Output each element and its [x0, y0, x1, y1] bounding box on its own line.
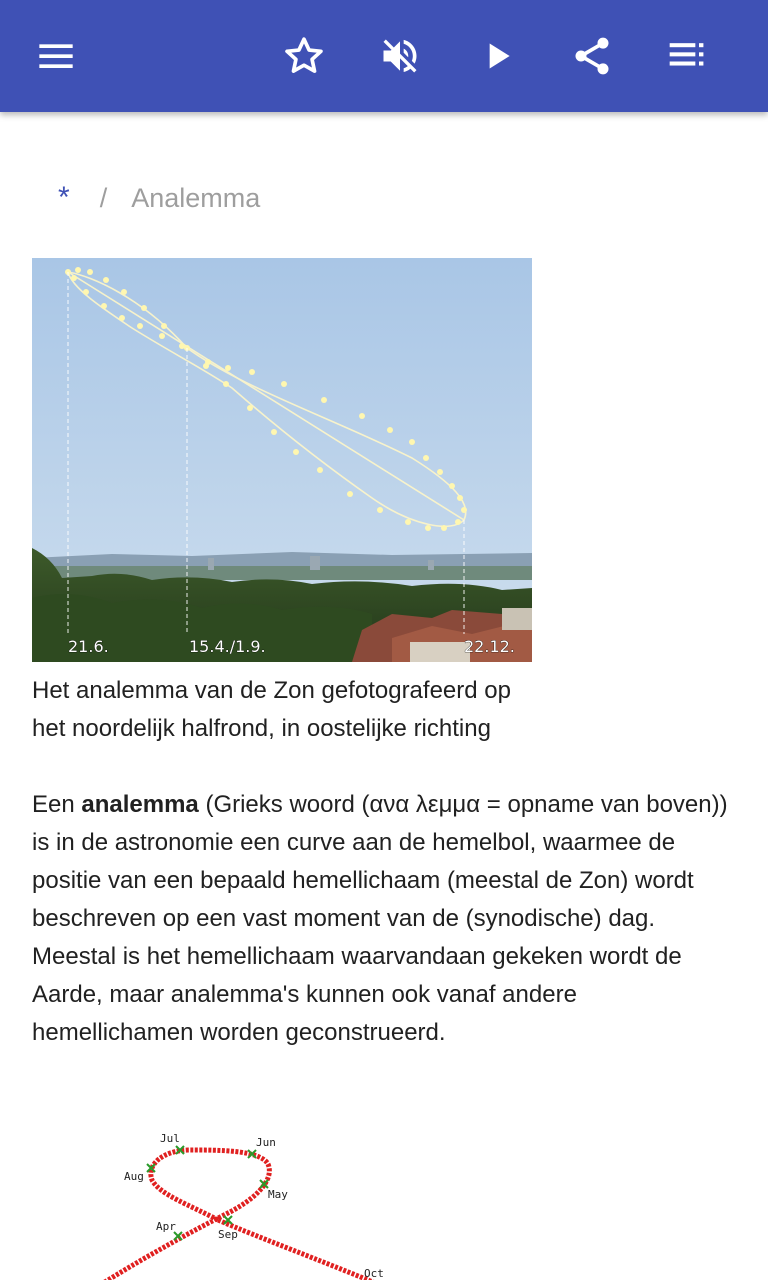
- diagram-label-jul: Jul: [160, 1132, 180, 1145]
- intro-term: analemma: [81, 791, 199, 818]
- share-icon: [570, 34, 614, 78]
- menu-button[interactable]: [24, 24, 88, 88]
- analemma-diagram[interactable]: [60, 1120, 440, 1280]
- diagram-label-jun: Jun: [256, 1136, 276, 1149]
- diagram-label-apr: Apr: [156, 1220, 176, 1233]
- photo-label-15-4-1-9: 15.4./1.9.: [189, 637, 266, 656]
- menu-icon: [36, 36, 76, 76]
- analemma-photo-image: [32, 258, 532, 662]
- breadcrumb-current: Analemma: [131, 182, 261, 213]
- share-button[interactable]: [560, 24, 624, 88]
- app-bar: [0, 0, 768, 112]
- diagram-label-oct: Oct: [364, 1267, 384, 1280]
- diagram-label-sep: Sep: [218, 1228, 238, 1241]
- breadcrumb-separator: /: [99, 182, 108, 213]
- contents-button[interactable]: [656, 24, 720, 88]
- intro-prefix: Een: [32, 791, 82, 818]
- breadcrumb-home-link[interactable]: *: [58, 181, 70, 214]
- intro-rest: (Grieks woord (ανα λεμμα = opname van boven)) is in de astronomie een curve aan de hemelbol, waarmee de positie van een bepaald hemellichaam (meestal de Zon) wordt beschreven op een vast moment van de (synodische) dag. Meestal is het hemellichaam waarvandaan gekeken wordt de Aarde, maar analemma's kunnen ook vanaf andere hemellichamen worden geconstrueerd.: [32, 791, 728, 1046]
- photo-caption: Het analemma van de Zon gefotografeerd op het noordelijk halfrond, in oostelijke richting: [32, 677, 511, 742]
- diagram-label-may: May: [268, 1188, 288, 1201]
- bookmark-button[interactable]: [272, 24, 336, 88]
- play-icon: [478, 36, 518, 76]
- analemma-diagram-image: [60, 1120, 440, 1280]
- photo-label-22-12: 22.12.: [464, 637, 515, 656]
- photo-label-21-6: 21.6.: [68, 637, 109, 656]
- volume-off-icon: [378, 34, 422, 78]
- analemma-photo[interactable]: [32, 258, 532, 662]
- play-button[interactable]: [466, 24, 530, 88]
- breadcrumb: [54, 178, 260, 218]
- star-outline-icon: [282, 34, 326, 78]
- mute-button[interactable]: [368, 24, 432, 88]
- playlist-icon: [666, 34, 710, 78]
- intro-paragraph: [32, 786, 736, 1052]
- diagram-label-aug: Aug: [124, 1170, 144, 1183]
